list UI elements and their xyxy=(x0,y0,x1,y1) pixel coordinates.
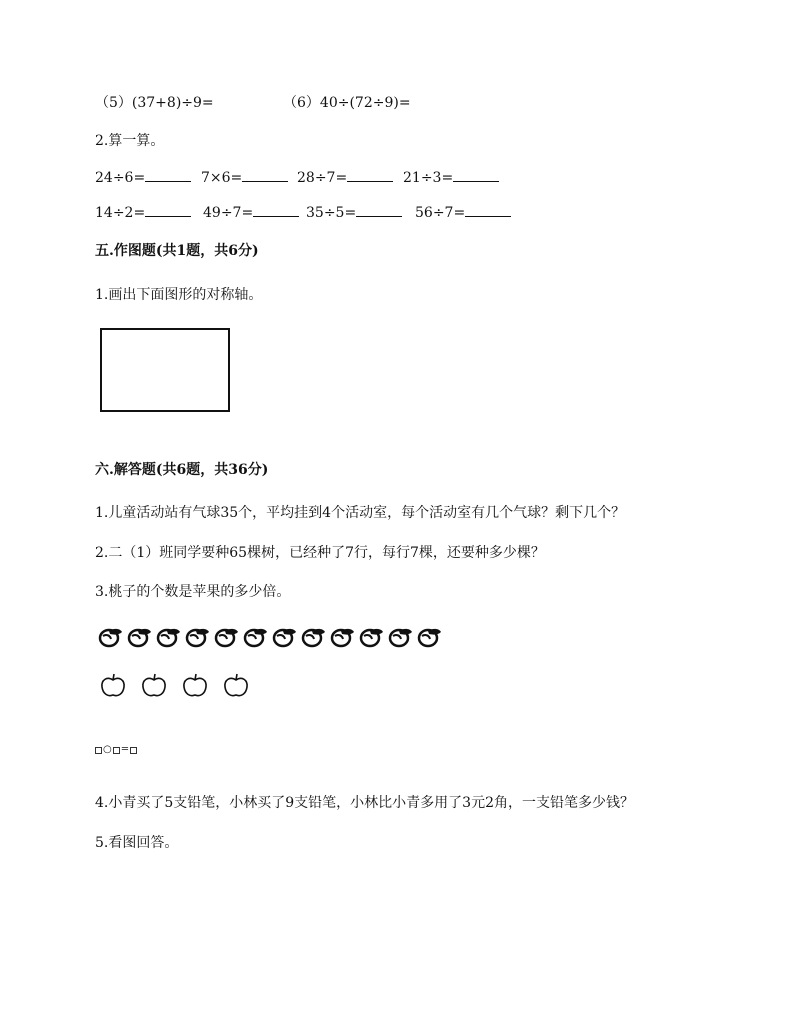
peach-icon xyxy=(213,625,242,653)
section6-q3: 3.桃子的个数是苹果的多少倍。 xyxy=(95,584,291,600)
apple-icon xyxy=(99,671,140,703)
rectangle-figure xyxy=(100,328,230,412)
peach-icon xyxy=(242,625,271,653)
peach-icon xyxy=(358,625,387,653)
apple-icon xyxy=(140,671,181,703)
peach-icon xyxy=(97,625,126,653)
peach-icon xyxy=(271,625,300,653)
answer-box xyxy=(113,747,120,754)
peach-row xyxy=(97,625,445,653)
problem-5: （5）(37+8)÷9= xyxy=(95,95,214,111)
peach-icon xyxy=(416,625,445,653)
operator-symbol: ○ xyxy=(103,744,112,755)
equals-symbol: = xyxy=(120,744,130,755)
q2-title: 2.算一算。 xyxy=(95,133,165,149)
peach-icon xyxy=(387,625,416,653)
peach-icon xyxy=(184,625,213,653)
apple-row xyxy=(99,671,263,703)
peach-icon xyxy=(300,625,329,653)
formula-boxes xyxy=(94,741,138,759)
section5-q1: 1.画出下面图形的对称轴。 xyxy=(95,287,263,303)
problem-6: （6）40÷(72÷9)= xyxy=(283,95,411,111)
q2-row2-item4: 56÷7= xyxy=(415,202,511,222)
q2-row2-item3: 35÷5= xyxy=(306,202,402,222)
section6-q2: 2.二（1）班同学要种65棵树，已经种了7行，每行7棵，还要种多少棵？ xyxy=(95,545,545,561)
peach-icon xyxy=(126,625,155,653)
q2-row1-item3: 28÷7= xyxy=(297,167,393,187)
peach-icon xyxy=(155,625,184,653)
q2-row1-item1: 24÷6= xyxy=(95,167,191,187)
q2-row2-item1: 14÷2= xyxy=(95,202,191,222)
q2-row1-item4: 21÷3= xyxy=(403,167,499,187)
section6-q4: 4.小青买了5支铅笔，小林买了9支铅笔，小林比小青多用了3元2角，一支铅笔多少钱？ xyxy=(95,795,634,811)
section6-q1: 1.儿童活动站有气球35个，平均挂到4个活动室，每个活动室有几个气球？剩下几个？ xyxy=(95,505,626,521)
apple-icon xyxy=(222,671,263,703)
q2-row2-item2: 49÷7= xyxy=(203,202,299,222)
answer-box xyxy=(130,747,137,754)
section6-q5: 5.看图回答。 xyxy=(95,835,179,851)
q2-row1-item2: 7×6= xyxy=(201,167,288,187)
section6-title: 六.解答题(共6题，共36分) xyxy=(95,462,269,478)
answer-box xyxy=(95,747,102,754)
section5-title: 五.作图题(共1题，共6分) xyxy=(95,243,259,259)
apple-icon xyxy=(181,671,222,703)
peach-icon xyxy=(329,625,358,653)
